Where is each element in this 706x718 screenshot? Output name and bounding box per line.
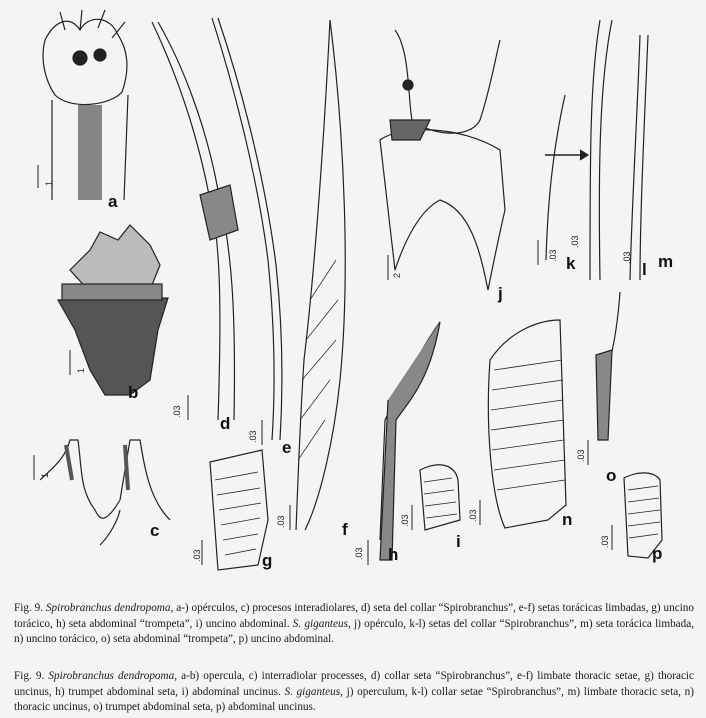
caption-english <box>14 669 694 716</box>
caption-en-part2: , j) operculum, k-l) collar setae “Spirobranchus”, m) limbate thoracic seta, n) thoracic uncinus, o) trumpet abdominal seta, p) abdominal uncinus. <box>14 685 694 714</box>
scale-bar-h: .03 <box>354 547 364 560</box>
panel-label-n: n <box>562 510 573 529</box>
setae-drawing-klm <box>538 20 648 280</box>
operculum-drawing-b <box>58 225 168 395</box>
scale-bar-e: .03 <box>248 430 258 443</box>
panel-label-e: e <box>282 438 292 457</box>
scale-bar-b: 1 <box>76 367 86 373</box>
scale-bar-d: .03 <box>172 405 182 418</box>
scale-bar-c: 1 <box>40 472 50 478</box>
panel-label-i: i <box>456 532 461 551</box>
panel-label-f: f <box>342 520 348 539</box>
caption-en-fig: Fig. 9. <box>14 670 45 683</box>
scale-bar-j: 2 <box>392 272 402 278</box>
panel-label-a: a <box>108 192 118 211</box>
panel-label-c: c <box>150 521 160 540</box>
panel-label-k: k <box>566 254 576 273</box>
operculum-drawing-a <box>38 10 128 200</box>
panel-label-o: o <box>606 466 617 485</box>
panel-label-m: m <box>658 252 674 271</box>
seta-drawing-d <box>152 22 238 420</box>
scale-bar-p: .03 <box>600 535 610 548</box>
caption-es-part1: , a-) opérculos, c) procesos interadiolares, d) seta del collar “Spirobranchus”, e-f) setas torácicas limbadas, g) uncino torácico, h) seta abdominal “trompeta”, i) uncino abdominal. <box>14 602 694 630</box>
scale-bar-l: .03 <box>570 235 580 248</box>
uncinus-drawing-g <box>202 450 268 570</box>
caption-en-species1: Spirobranchus dendropoma <box>48 670 175 683</box>
uncinus-drawing-i <box>412 465 460 530</box>
scale-bar-o: .03 <box>576 449 586 462</box>
panel-label-j: j <box>498 284 503 303</box>
uncinus-drawing-n <box>480 320 566 528</box>
panel-label-d: d <box>220 414 231 433</box>
panel-label-g: g <box>262 551 273 570</box>
caption-en-part1: , a-b) opercula, c) interradiolar processes, d) collar seta “Spirobranchus”, e-f) limbate thoracic setae, g) thoracic uncinus, h) trumpet abdominal seta, i) abdominal uncinus. <box>14 670 694 698</box>
scale-bar-m: .03 <box>622 251 632 264</box>
caption-es-species1: Spirobranchus dendropoma <box>45 602 171 615</box>
seta-drawing-f <box>290 20 345 530</box>
panel-label-b: b <box>128 383 139 402</box>
caption-es-part2: , j) opérculo, k-l) setas del collar “Spirobranchus”, m) seta torácica limbada, n) uncino torácico, o) seta abdominal “trompeta”, p) uncino abdominal. <box>14 617 694 646</box>
panel-label-l: l <box>642 260 647 279</box>
scale-bar-a: 1 <box>44 180 54 186</box>
caption-spanish <box>14 601 694 648</box>
panel-label-h: h <box>388 545 399 564</box>
scale-bar-k: .03 <box>548 249 558 262</box>
caption-en-species2: S. giganteus <box>284 685 341 698</box>
caption-es-fig: Fig. 9. <box>14 602 44 615</box>
scale-bar-f: .03 <box>276 515 286 528</box>
scale-bar-n: .03 <box>468 509 478 522</box>
scale-bar-g: .03 <box>192 549 202 562</box>
seta-drawing-o <box>588 292 620 465</box>
scale-bar-i: .03 <box>400 514 410 527</box>
operculum-drawing-j <box>380 30 505 290</box>
panel-label-p: p <box>652 544 663 563</box>
caption-es-species2: S. giganteus <box>292 617 348 630</box>
